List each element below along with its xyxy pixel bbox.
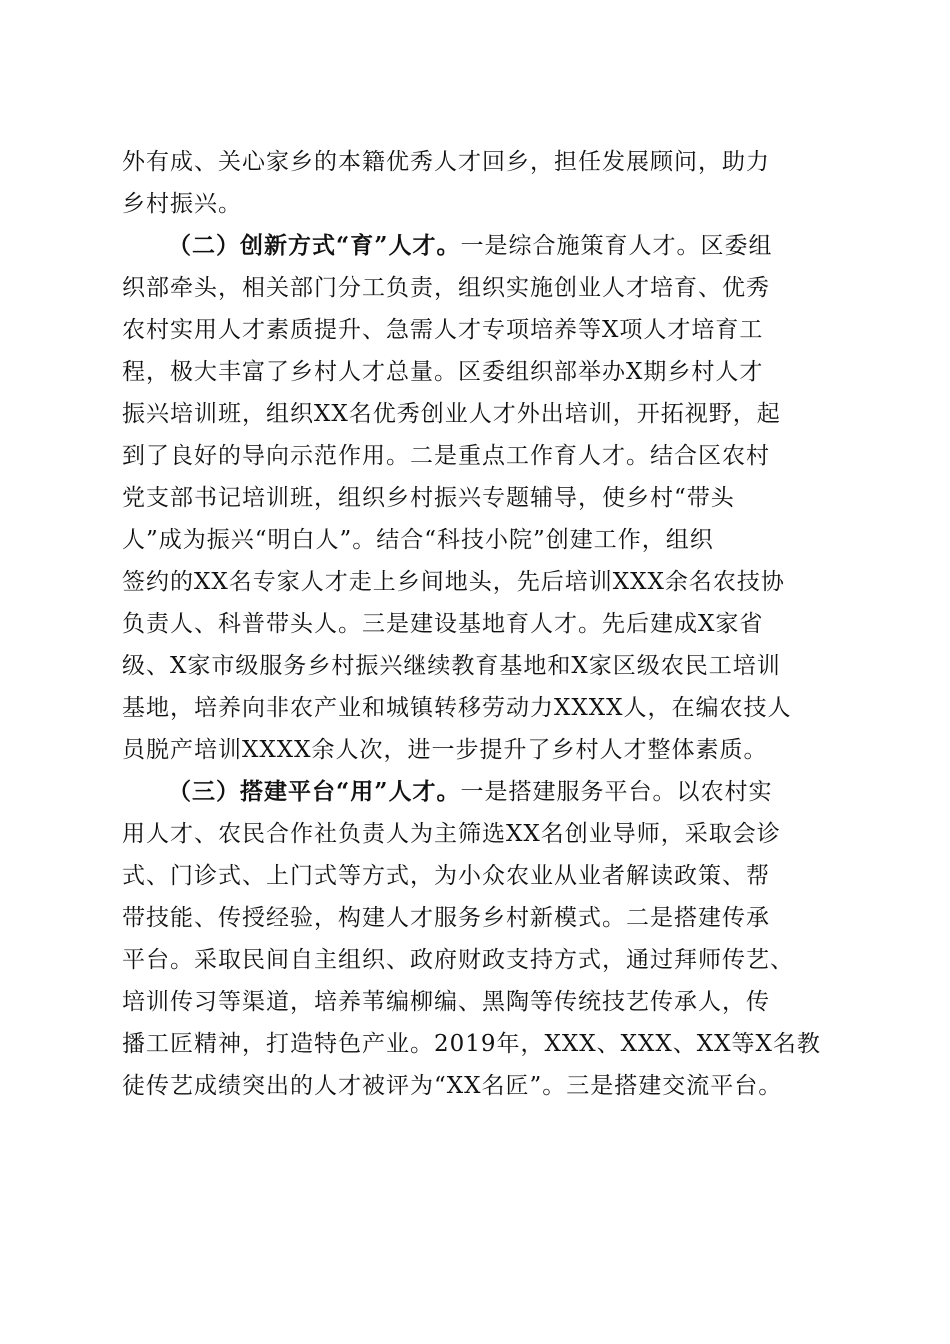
line-text: 织部牵头，相关部门分工负责，组织实施创业人才培育、优秀 [122,275,770,301]
line-text: 员脱产培训XXXX余人次，进一步提升了乡村人才整体素质。 [122,737,768,763]
line-text: 一是综合施策育人才。区委组 [460,233,773,259]
line-text: 外有成、关心家乡的本籍优秀人才回乡，担任发展顾问，助力 [122,149,770,175]
section-heading-line [122,771,832,813]
text-line [122,981,832,1023]
line-text: 振兴培训班，组织XX名优秀创业人才外出培训，开拓视野，起 [122,401,781,427]
line-text: 程，极大丰富了乡村人才总量。区委组织部举办X期乡村人才 [122,359,764,385]
line-text: 用人才、农民合作社负责人为主筛选XX名创业导师，采取会诊 [122,821,781,847]
text-line [122,477,832,519]
text-line [122,561,832,603]
text-line [122,141,832,183]
line-text: 级、X家市级服务乡村振兴继续教育基地和X家区级农民工培训 [122,653,781,679]
text-line [122,729,832,771]
line-text: 负责人、科普带头人。三是建设基地育人才。先后建成X家省 [122,611,764,637]
text-line [122,855,832,897]
section-heading: （二）创新方式“育”人才。 [168,232,461,259]
text-line [122,519,832,561]
text-line [122,939,832,981]
line-text: 培训传习等渠道，培养苇编柳编、黑陶等传统技艺传承人，传 [122,989,770,1015]
text-line [122,645,832,687]
text-line [122,309,832,351]
text-line [122,267,832,309]
line-text: 农村实用人才素质提升、急需人才专项培养等X项人才培育工 [122,317,764,343]
line-text: 一是搭建服务平台。以农村实 [460,779,773,805]
line-text: 徒传艺成绩突出的人才被评为“XX名匠”。三是搭建交流平台。 [122,1073,783,1099]
line-text: 式、门诊式、上门式等方式，为小众农业从业者解读政策、帮 [122,863,770,889]
text-line [122,813,832,855]
line-text: 平台。采取民间自主组织、政府财政支持方式，通过拜师传艺、 [122,947,794,973]
line-text: 党支部书记培训班，组织乡村振兴专题辅导，使乡村“带头 [122,485,735,511]
line-text: 到了良好的导向示范作用。二是重点工作育人才。结合区农村 [122,443,770,469]
text-line [122,603,832,645]
line-text: 播工匠精神，打造特色产业。2019年，XXX、XXX、XX等X名教 [122,1031,821,1057]
text-line [122,351,832,393]
line-text: 乡村振兴。 [122,191,242,217]
text-line [122,393,832,435]
line-text: 人”成为振兴“明白人”。结合“科技小院”创建工作，组织 [122,527,714,553]
body-text [122,141,832,1107]
line-text: 签约的XX名专家人才走上乡间地头，先后培训XXX余名农技协 [122,569,785,595]
text-line [122,1065,832,1107]
text-line [122,183,832,225]
line-text: 基地，培养向非农产业和城镇转移劳动力XXXX人，在编农技人 [122,695,792,721]
text-line [122,1023,832,1065]
text-line [122,435,832,477]
text-line [122,687,832,729]
section-heading: （三）搭建平台“用”人才。 [168,778,461,805]
text-line [122,897,832,939]
section-heading-line [122,225,832,267]
line-text: 带技能、传授经验，构建人才服务乡村新模式。二是搭建传承 [122,905,770,931]
